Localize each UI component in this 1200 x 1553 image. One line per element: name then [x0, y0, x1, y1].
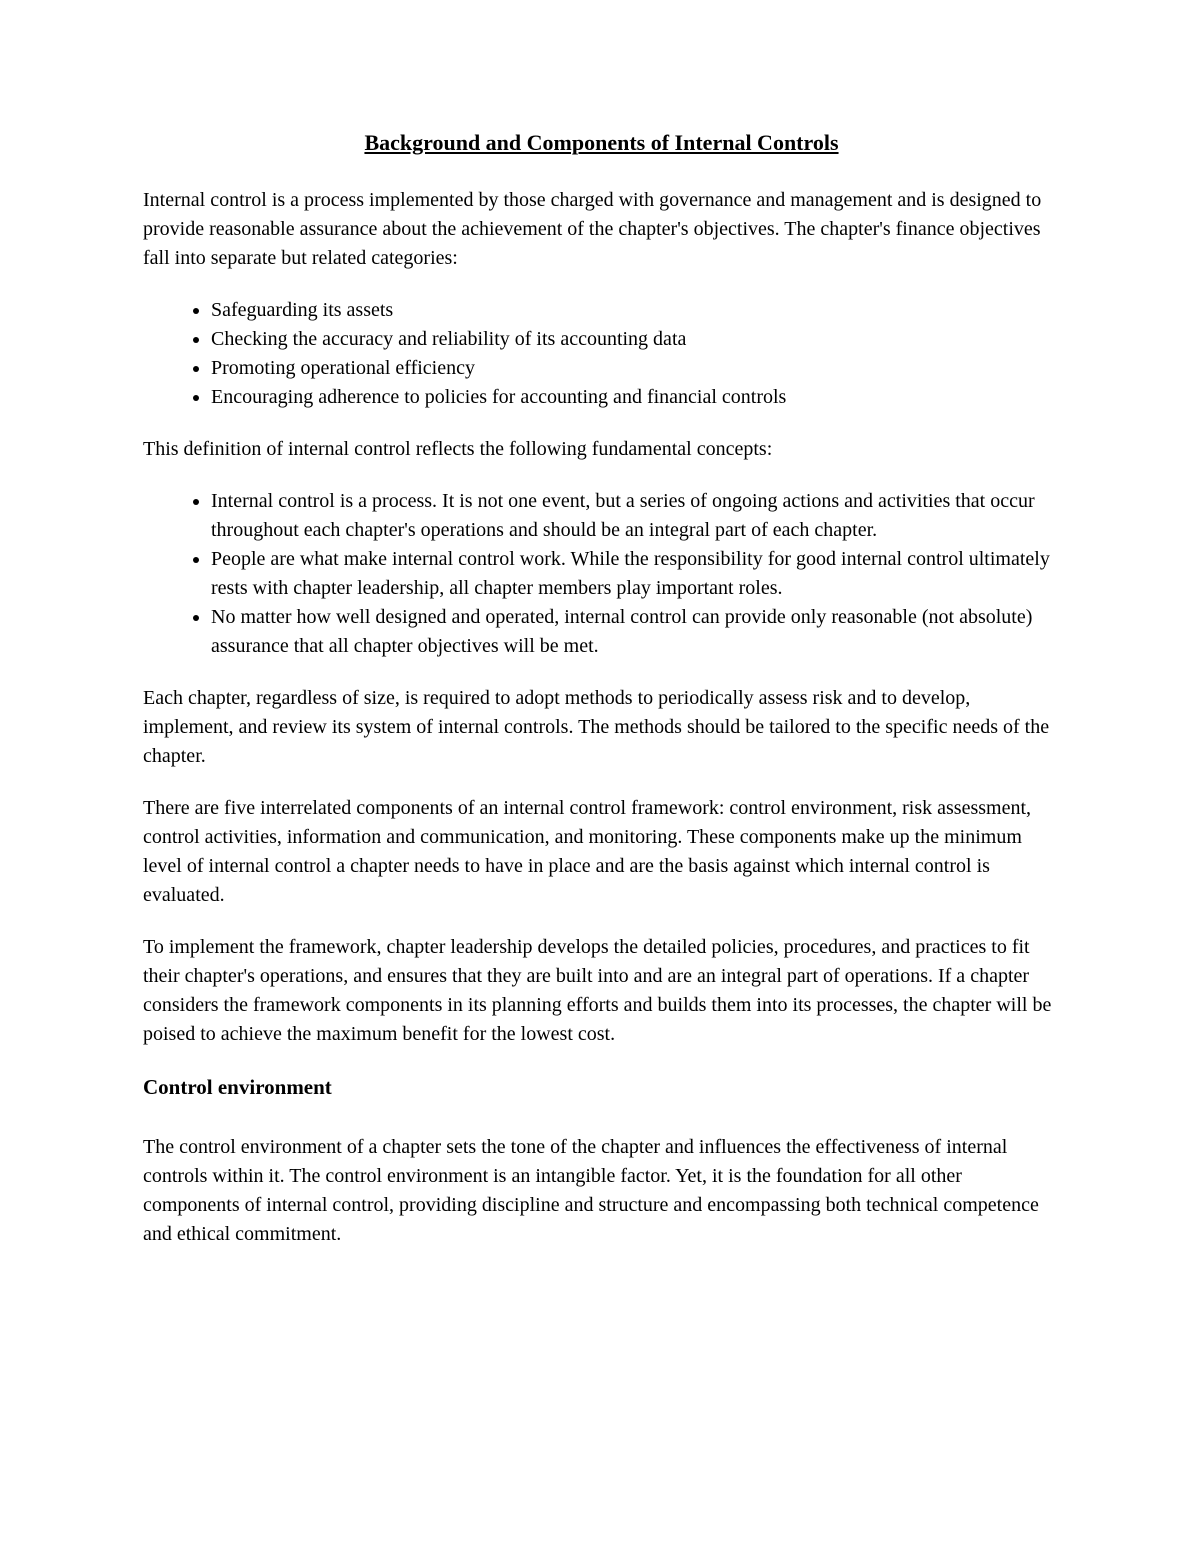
list-item: • Internal control is a process. It is not one event, but a series of ongoing actions and activities that occur throughout each chapter's operations and should be an integral part of each chapter. — [211, 487, 1060, 545]
finance-objectives-list — [143, 296, 1060, 412]
fundamental-concepts-list — [143, 487, 1060, 661]
list-item: • Promoting operational efficiency — [211, 354, 1060, 383]
control-environment-paragraph: The control environment of a chapter sets the tone of the chapter and influences the effectiveness of internal controls within it. The control environment is an intangible factor. Yet, it is the foundation for all other components of internal control, providing discipline and structure and encompassing both technical competence and ethical commitment. — [143, 1136, 1039, 1245]
intro-paragraph: Internal control is a process implemented by those charged with governance and management and is designed to provide reasonable assurance about the achievement of the chapter's objectives. The chapter's finance objectives fall into separate but related categories: — [143, 189, 1042, 269]
list-item: • Encouraging adherence to policies for accounting and financial controls — [211, 383, 1060, 412]
list-item: • No matter how well designed and operated, internal control can provide only reasonable (not absolute) assurance that all chapter objectives will be met. — [211, 603, 1060, 661]
list-item: • Checking the accuracy and reliability of its accounting data — [211, 325, 1060, 354]
methods-paragraph: Each chapter, regardless of size, is required to adopt methods to periodically assess risk and to develop, implement, and review its system of internal controls. The methods should be tailored to the specific needs of the chapter. — [143, 687, 1050, 767]
components-paragraph: There are five interrelated components of an internal control framework: control environment, risk assessment, control activities, information and communication, and monitoring. These components make up the minimum level of internal control a chapter needs to have in place and are the basis against which internal control is evaluated. — [143, 797, 1032, 906]
implement-paragraph: To implement the framework, chapter leadership develops the detailed policies, procedures, and practices to fit their chapter's operations, and ensures that they are built into and are an integral part of operations. If a chapter considers the framework components in its planning efforts and builds them into its processes, the chapter will be poised to achieve the maximum benefit for the lowest cost. — [143, 936, 1052, 1045]
concepts-intro-paragraph: This definition of internal control reflects the following fundamental concepts: — [143, 438, 773, 460]
list-item: • Safeguarding its assets — [211, 296, 1060, 325]
document-title: Background and Components of Internal Controls — [364, 130, 839, 155]
section-heading-control-environment: Control environment — [143, 1075, 332, 1099]
list-item: • People are what make internal control work. While the responsibility for good internal control ultimately rests with chapter leadership, all chapter members play important roles. — [211, 545, 1060, 603]
